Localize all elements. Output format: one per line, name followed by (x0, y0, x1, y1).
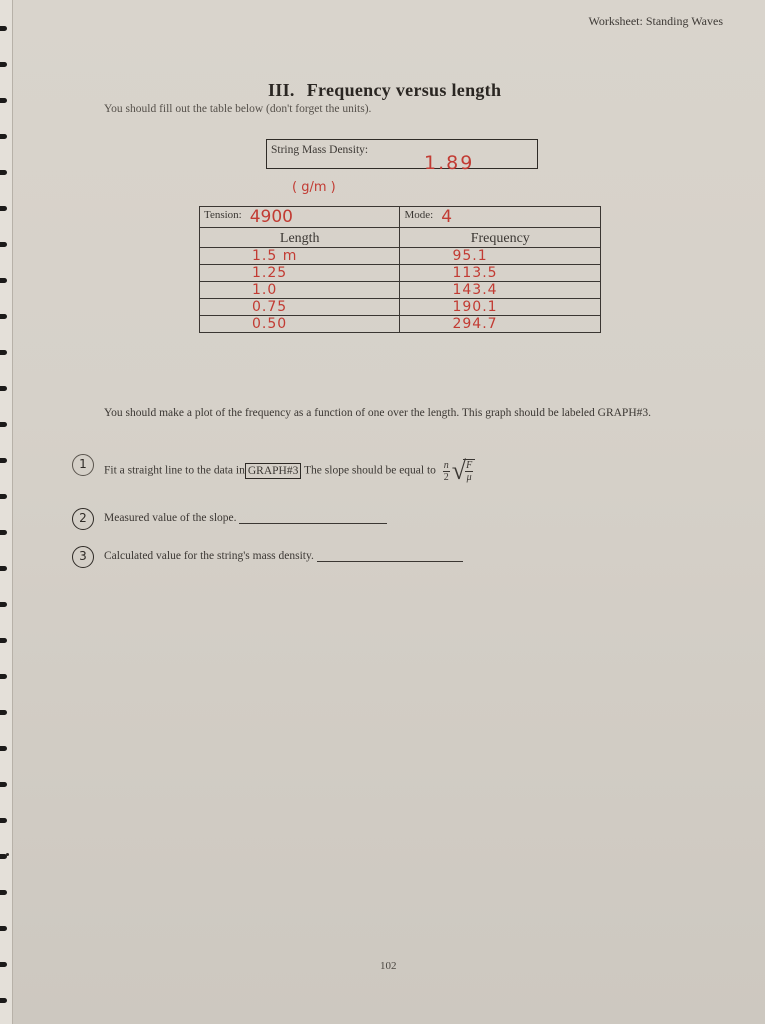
question-2-text (104, 512, 387, 524)
frequency-cell: 95.1 (400, 248, 601, 265)
question-1-text (104, 458, 475, 484)
question-1-text-before: Fit a straight line to the data in (104, 464, 245, 477)
mass-density-box (266, 139, 538, 169)
binding-hole (0, 602, 7, 607)
table-row (200, 265, 601, 282)
answer-blank[interactable] (239, 523, 387, 524)
binding-hole (0, 530, 7, 535)
tension-value: 4900 (249, 207, 293, 227)
graph-label-box: GRAPH#3 (245, 463, 301, 479)
fraction-denominator: 2 (443, 471, 449, 483)
binding-hole (0, 206, 7, 211)
frequency-cell: 190.1 (400, 299, 601, 316)
table-instruction: You should fill out the table below (don't forget the units). (104, 103, 372, 115)
binding-hole (0, 746, 7, 751)
column-header-frequency: Frequency (400, 228, 601, 248)
mass-density-value: 1.89 (424, 152, 475, 174)
mass-density-units: ( g/m ) (292, 180, 336, 195)
binding-hole (0, 710, 7, 715)
section-title-text: Frequency versus length (306, 80, 502, 100)
binding-hole (0, 242, 7, 247)
frequency-cell: 143.4 (400, 282, 601, 299)
binding-hole (0, 818, 7, 823)
length-cell: 1.25 (200, 265, 400, 282)
page-number: 102 (380, 960, 397, 972)
question-2-label: Measured value of the slope. (104, 512, 237, 524)
section-title (268, 80, 501, 101)
binding-hole (0, 566, 7, 571)
table-row (200, 248, 601, 265)
fraction-f-over-mu (465, 460, 473, 483)
binding-hole (0, 170, 7, 175)
binding-hole (0, 26, 7, 31)
binding-hole (0, 638, 7, 643)
mode-value: 4 (441, 207, 453, 227)
tension-cell (200, 207, 400, 228)
length-cell: 1.5 m (200, 248, 400, 265)
mu-symbol: μ (466, 472, 472, 483)
paper-speck (6, 853, 9, 856)
table-row-settings (200, 207, 601, 228)
square-root (452, 458, 475, 484)
tension-label: Tension: (204, 209, 242, 221)
page-header: Worksheet: Standing Waves (588, 14, 723, 28)
slope-formula (443, 458, 475, 484)
binding-hole (0, 962, 7, 967)
tension-symbol: F (466, 460, 473, 471)
mode-cell (400, 207, 601, 228)
binding-hole (0, 98, 7, 103)
frequency-cell: 113.5 (400, 265, 601, 282)
spiral-binding (0, 0, 13, 1024)
column-header-length: Length (200, 228, 400, 248)
table-row (200, 316, 601, 333)
question-1-text-after: The slope should be equal to (304, 464, 436, 477)
binding-hole (0, 314, 7, 319)
binding-hole (0, 62, 7, 67)
binding-hole (0, 278, 7, 283)
table-header-row (200, 228, 601, 248)
section-number: III. (268, 80, 295, 100)
question-number-circle: 2 (72, 508, 94, 530)
binding-hole (0, 134, 7, 139)
binding-hole (0, 782, 7, 787)
binding-hole (0, 674, 7, 679)
length-cell: 0.50 (200, 316, 400, 333)
fraction-n-over-2 (443, 460, 450, 483)
length-cell: 1.0 (200, 282, 400, 299)
binding-hole (0, 890, 7, 895)
radical-sign-icon: √ (451, 456, 467, 485)
frequency-cell: 294.7 (400, 316, 601, 333)
question-3-label: Calculated value for the string's mass density. (104, 550, 314, 562)
answer-blank[interactable] (317, 561, 463, 562)
binding-hole (0, 350, 7, 355)
question-number-circle: 3 (72, 546, 94, 568)
fraction-numerator: n (443, 459, 449, 471)
graph-instruction-paragraph: You should make a plot of the frequency as a function of one over the length. This graph should be labeled GRAPH#3. (104, 407, 651, 419)
binding-hole (0, 458, 7, 463)
binding-hole (0, 926, 7, 931)
length-cell: 0.75 (200, 299, 400, 316)
binding-hole (0, 494, 7, 499)
binding-hole (0, 386, 7, 391)
question-3-text (104, 550, 463, 562)
mode-label: Mode: (404, 209, 434, 221)
table-row (200, 299, 601, 316)
mass-density-label: String Mass Density: (271, 144, 369, 156)
question-number-circle: 1 (72, 454, 94, 476)
binding-hole (0, 422, 7, 427)
length-frequency-table (199, 206, 601, 333)
table-row (200, 282, 601, 299)
binding-hole (0, 998, 7, 1003)
